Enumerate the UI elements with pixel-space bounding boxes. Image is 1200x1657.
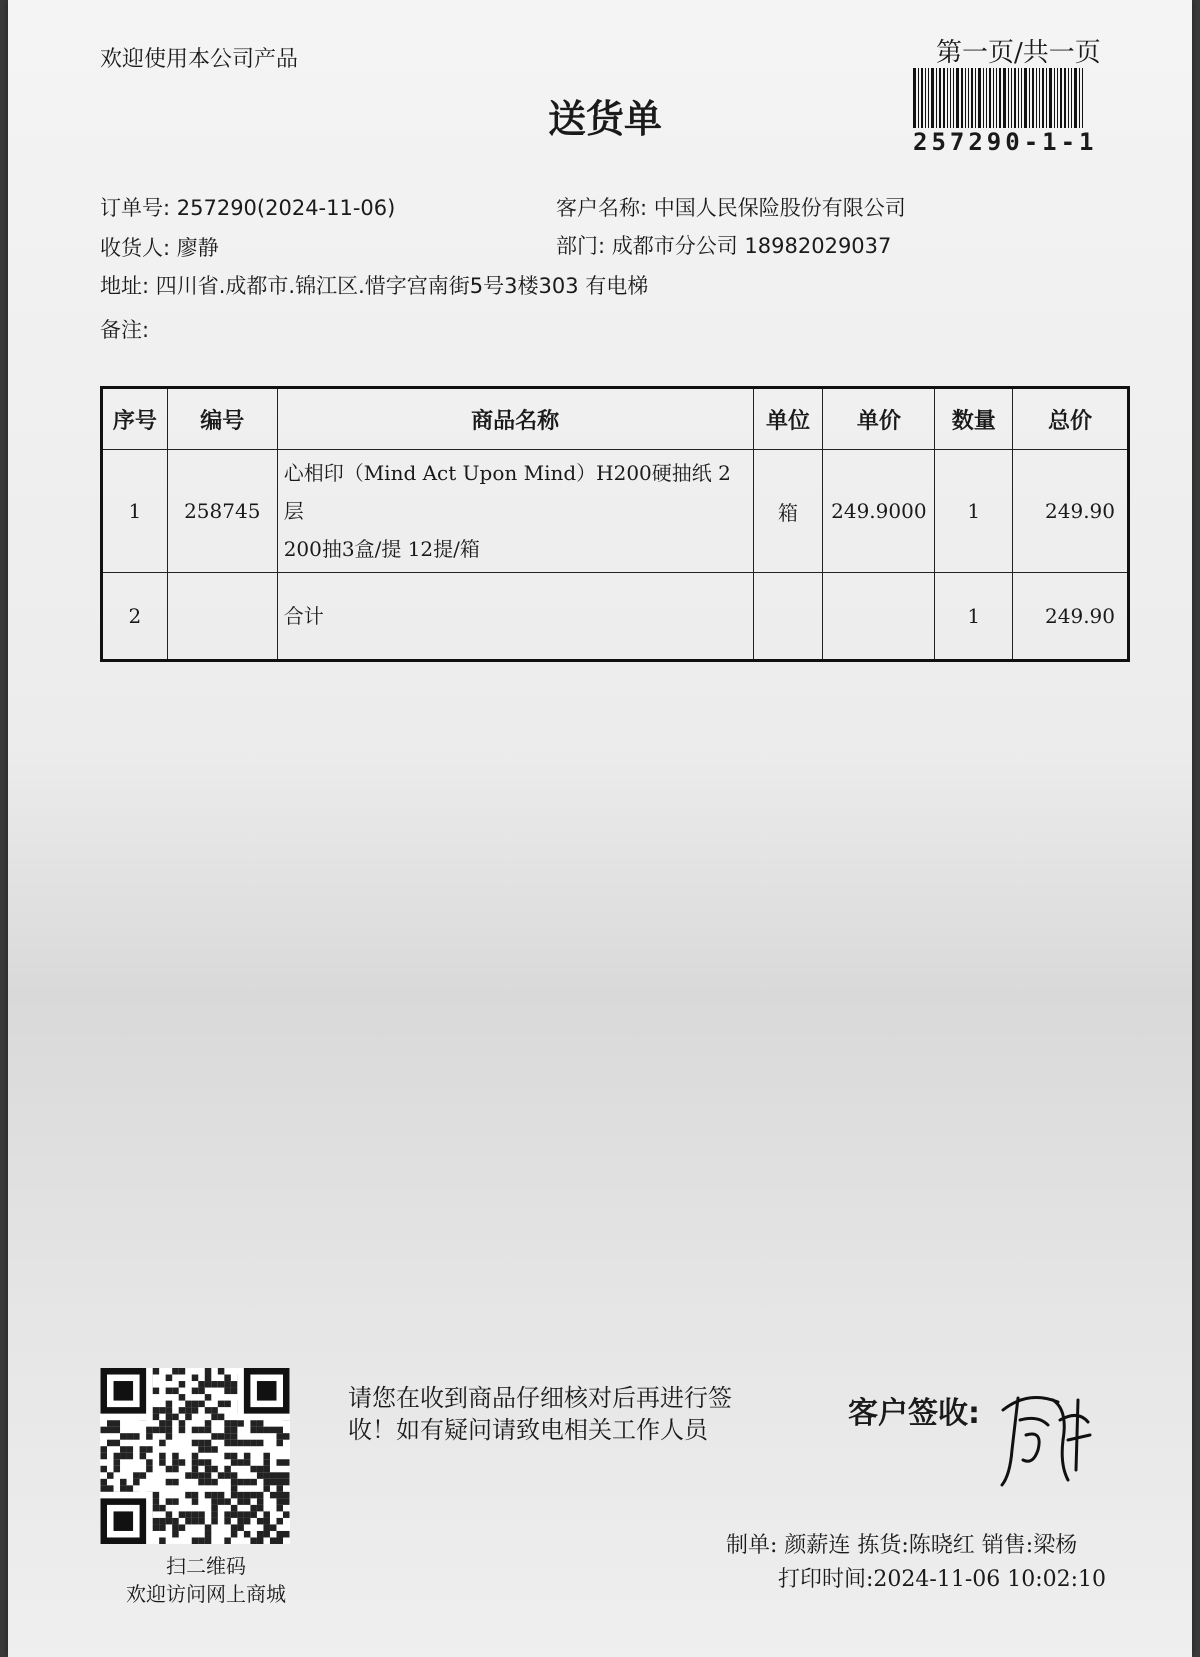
barcode-number: 257290-1-1 [913,128,1098,156]
cell-name [277,450,753,573]
table-row [102,573,1129,661]
header-price: 单价 [823,388,935,450]
cell-price: 249.9000 [823,450,935,573]
qr-caption-scan: 扫二维码 [166,1554,246,1578]
table-row [102,450,1129,573]
cell-name [277,573,753,661]
cell-seq: 2 [102,573,168,661]
qr-code-icon [100,1368,290,1544]
cell-seq: 1 [102,450,168,573]
remark: 备注: [100,318,150,342]
header-unit: 单位 [753,388,823,450]
delivery-note-sheet [8,0,1192,1657]
cell-total: 249.90 [1013,573,1129,661]
welcome-text: 欢迎使用本公司产品 [100,47,299,72]
verification-notice: 请您在收到商品仔细核对后再进行签收！如有疑问请致电相关工作人员 [348,1384,732,1444]
qr-caption-shop: 欢迎访问网上商城 [126,1582,286,1606]
cell-name-line2: 200抽3盒/提 12提/箱 [283,537,480,561]
print-time: 打印时间:2024-11-06 10:02:10 [778,1567,1107,1592]
cell-price [823,573,935,661]
page-indicator: 第一页/共一页 [936,38,1101,68]
receiver: 收货人: 廖静 [100,236,219,260]
items-table [100,386,1130,662]
cell-unit: 箱 [753,450,823,573]
cell-qty: 1 [935,450,1013,573]
table-header-row [102,388,1129,450]
department: 部门: 成都市分公司 18982029037 [556,234,892,258]
header-qty: 数量 [935,388,1013,450]
header-seq: 序号 [102,388,168,450]
cell-code: 258745 [167,450,277,573]
order-number: 订单号: 257290(2024-11-06) [100,196,396,220]
customer-signature-label: 客户签收: [848,1396,980,1431]
cell-total: 249.90 [1013,450,1129,573]
customer-name: 客户名称: 中国人民保险股份有限公司 [556,196,906,220]
document-title: 送货单 [548,97,663,141]
header-total: 总价 [1013,388,1129,450]
staff-line: 制单: 颜薪连 拣货:陈晓红 销售:梁杨 [726,1533,1078,1558]
cell-name-line1: 合计 [283,604,324,628]
cell-code [167,573,277,661]
address: 地址: 四川省.成都市.锦江区.惜字宫南街5号3楼303 有电梯 [100,274,649,298]
handwritten-signature [998,1380,1098,1490]
cell-unit [753,573,823,661]
cell-qty: 1 [935,573,1013,661]
header-name: 商品名称 [277,388,753,450]
header-code: 编号 [167,388,277,450]
cell-name-line1: 心相印（Mind Act Upon Mind）H200硬抽纸 2层 [283,461,731,523]
barcode-icon [913,68,1133,128]
